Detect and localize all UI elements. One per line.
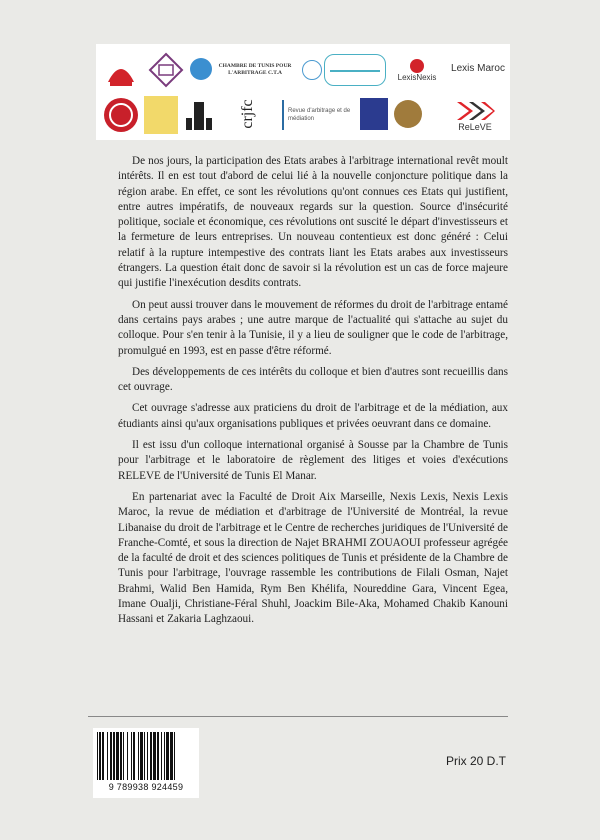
paragraph: Des développements de ces intérêts du colloque et bien d'autres sont recueillis dans cet ouvrage. xyxy=(118,365,508,394)
chambre-tunis-text: CHAMBRE DE TUNIS POUR L'ARBITRAGE C.T.A xyxy=(218,63,292,76)
partner-logos xyxy=(96,44,510,140)
eu-flag-logo xyxy=(360,98,388,130)
seal-logo xyxy=(302,60,322,80)
faculty-logo xyxy=(324,54,386,86)
back-cover-text xyxy=(118,154,508,634)
crjfc-text: crjfc xyxy=(239,99,256,129)
releve-text: ReLeVE xyxy=(458,122,492,132)
releve-chevrons-icon xyxy=(455,100,495,122)
barcode-gap xyxy=(175,732,177,780)
diamond-emblem-logo xyxy=(148,52,184,88)
barcode-bars xyxy=(97,732,195,780)
paragraph: De nos jours, la participation des Etats arabes à l'arbitrage international revêt moult intérêts. Il en est tout d'abord de celui lié à la nouvelle conjoncture politique dans la région arabe. En effet, ce sont les révolutions qu'ont connues ces Etats qui justifient, entre autres impératifs, de nouveaux regards sur la question. Source d'insécurité politique, sociale et économique, ces révolutions ont suscité le départ d'investisseurs et la fermeture de leurs entreprises. Un nouveau contentieux est donc généré : Celui relatif à la rupture intempestive des contrats liant les Etats arabes aux investisseurs étrangers. La question était donc de savoir si la révolution est un cas de force majeure qui justifie l'inexécution desdits contrats. xyxy=(118,155,508,290)
lexis-maroc-text: Lexis Maroc xyxy=(451,62,505,74)
chambre-tunis-logo xyxy=(216,56,294,84)
barcode xyxy=(93,728,199,798)
medal-logo xyxy=(394,100,422,128)
revue-arbitrage-logo xyxy=(282,100,358,130)
building-logo xyxy=(182,98,216,132)
paragraph: Cet ouvrage s'adresse aux praticiens du droit de l'arbitrage et de la médiation, aux étudiants ainsi qu'aux organisations publiques et privées oeuvrant dans ce domaine. xyxy=(118,402,508,430)
lexis-maroc-logo xyxy=(448,58,508,78)
crjfc-logo xyxy=(226,94,270,134)
isbn-number: 9 789938 924459 xyxy=(108,782,184,792)
paragraph: En partenariat avec la Faculté de Droit Aix Marseille, Nexis Lexis, Nexis Lexis Maroc, la revue de médiation et d'arbitrage de l'Université de Montréal, la revue Libanaise du droit de l'arbitrage et le Centre de recherches juridiques de l'Université de Franche-Comté, et sous la direction de Najet BRAHMI ZOUAOUI professeur agrégée de la faculté de droit et des sciences politiques de Tunis et présidente de la Chambre de Tunis pour l'arbitrage, l'ouvrage rassemble les contributions de Filali Osman, Najet Brahmi, Walid Ben Hamida, Rym Ben Khélifa, Noureddine Gara, Vincent Egea, Imane Oualji, Christiane-Féral Shuhl, Joackim Bile-Aka, Mohamed Chakib Kanouni Hassani et Zakaria Laghzaoui. xyxy=(118,490,508,626)
lexisnexis-dot-icon xyxy=(410,59,424,73)
globe-logo xyxy=(190,58,212,80)
price-label: Prix 20 D.T xyxy=(446,754,507,768)
releve-logo xyxy=(448,96,502,136)
paragraph: On peut aussi trouver dans le mouvement de réformes du droit de l'arbitrage entamé dans certains pays arabes ; une autre marque de l'actualité qui s'attache au sujet du colloque. Pour s'en tenir à la Tunisie, il y a lieu de souligner que le code de l'arbitrage, promulgué en 1993, est en passe d'être réformé. xyxy=(118,298,508,357)
lexisnexis-logo xyxy=(392,52,442,88)
revue-arbitrage-text: Revue d'arbitrage et de médiation xyxy=(288,108,351,122)
paragraph: Il est issu d'un colloque international organisé à Sousse par la Chambre de Tunis pour l'arbitrage et le laboratoire de règlement des litiges et voies d'exécutions RELEVE de l'Université de Tunis El Manar. xyxy=(118,439,508,482)
aix-marseille-logo xyxy=(104,52,138,88)
divider xyxy=(88,716,508,717)
university-seal-logo xyxy=(104,98,138,132)
lexisnexis-text: LexisNexis xyxy=(397,72,437,82)
yellow-logo xyxy=(144,96,178,134)
